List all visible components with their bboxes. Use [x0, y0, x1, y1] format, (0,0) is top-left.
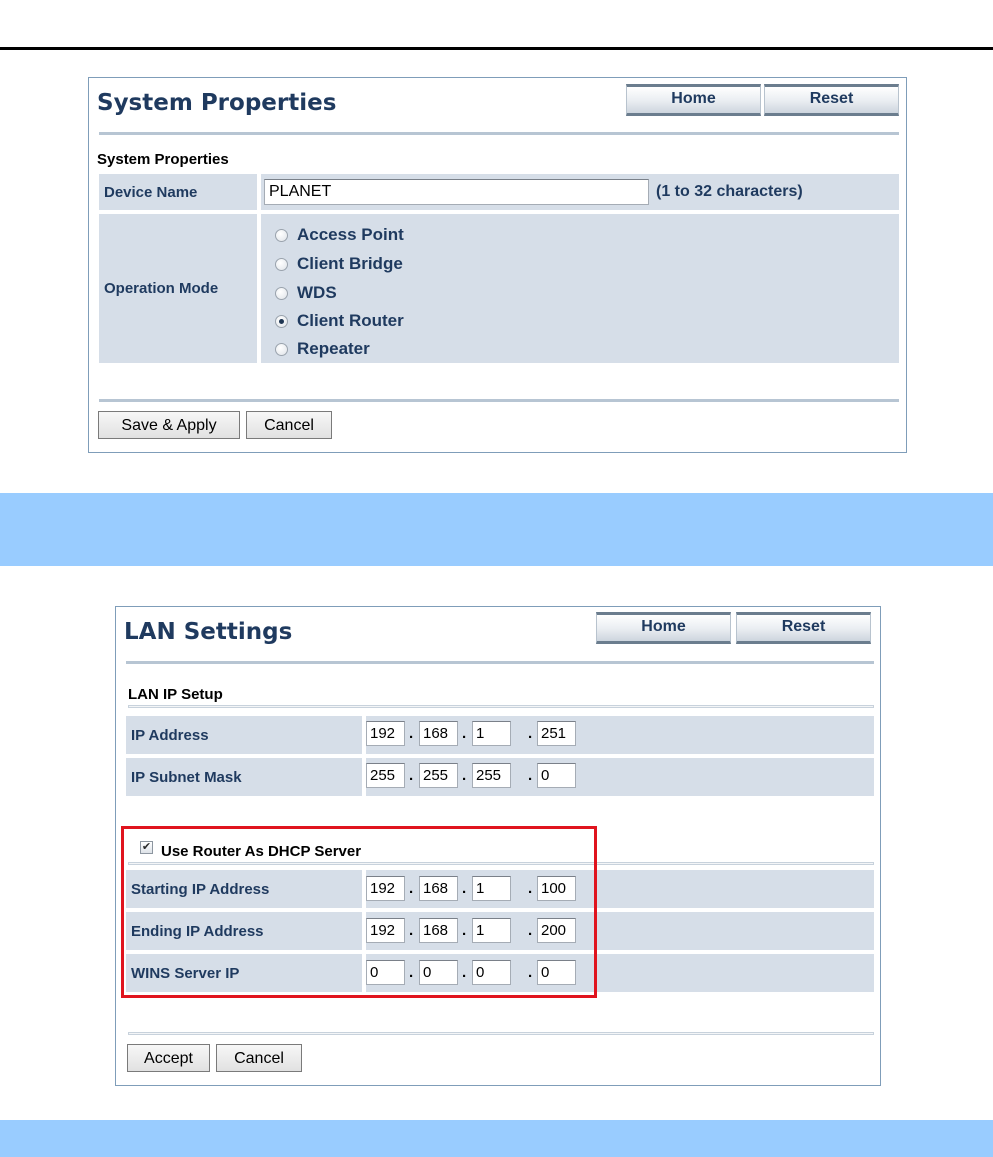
ip-separator: .	[462, 922, 467, 939]
wins-server-octet-4[interactable]	[537, 960, 576, 985]
wins-server-octet-1[interactable]	[366, 960, 405, 985]
ending-ip-octet-4[interactable]	[537, 918, 576, 943]
ending-ip-octet-3[interactable]	[472, 918, 511, 943]
ip-address-octet-2[interactable]	[419, 721, 458, 746]
ip-separator: .	[462, 964, 467, 981]
radio-client-router[interactable]	[275, 311, 404, 331]
starting-ip-octet-2[interactable]	[419, 876, 458, 901]
ending-ip-octet-2[interactable]	[419, 918, 458, 943]
title-divider	[126, 661, 874, 664]
section-heading: LAN IP Setup	[128, 686, 223, 703]
operation-mode-label: Operation Mode	[99, 214, 257, 363]
ip-separator: .	[409, 880, 414, 897]
subnet-mask-octet-1[interactable]	[366, 763, 405, 788]
wins-server-octet-3[interactable]	[472, 960, 511, 985]
device-name-input[interactable]	[264, 179, 649, 205]
ip-separator: .	[462, 880, 467, 897]
ip-separator: .	[528, 964, 533, 981]
dhcp-checkbox[interactable]: ✔	[141, 841, 152, 853]
wins-server-label: WINS Server IP	[126, 954, 362, 992]
radio-label: WDS	[297, 283, 337, 302]
home-button[interactable]: Home	[596, 612, 731, 644]
accept-button[interactable]: Accept	[127, 1044, 210, 1072]
cancel-button[interactable]: Cancel	[216, 1044, 302, 1072]
radio-repeater[interactable]	[275, 339, 370, 359]
starting-ip-octet-4[interactable]	[537, 876, 576, 901]
home-button[interactable]: Home	[626, 84, 761, 116]
radio-button-selected-icon	[275, 315, 288, 328]
subnet-mask-octet-4[interactable]	[537, 763, 576, 788]
radio-button-icon	[275, 343, 288, 356]
dhcp-section-rule	[128, 862, 874, 865]
radio-wds[interactable]	[275, 283, 337, 303]
section-heading: System Properties	[97, 151, 229, 168]
radio-access-point[interactable]	[275, 225, 404, 245]
ip-separator: .	[409, 964, 414, 981]
ip-separator: .	[528, 880, 533, 897]
device-name-label: Device Name	[99, 174, 257, 210]
section-band	[0, 493, 993, 566]
section-band	[0, 1120, 993, 1157]
page-header-rule	[0, 47, 993, 50]
ip-separator: .	[462, 767, 467, 784]
subnet-mask-octet-3[interactable]	[472, 763, 511, 788]
system-properties-panel	[88, 77, 907, 453]
reset-button[interactable]: Reset	[736, 612, 871, 644]
footer-rule	[128, 1032, 874, 1035]
radio-label: Access Point	[297, 225, 404, 244]
ip-separator: .	[409, 725, 414, 742]
section-rule	[128, 705, 874, 708]
subnet-mask-octet-2[interactable]	[419, 763, 458, 788]
form-divider	[99, 399, 899, 402]
ending-ip-octet-1[interactable]	[366, 918, 405, 943]
starting-ip-label: Starting IP Address	[126, 870, 362, 908]
ip-separator: .	[409, 922, 414, 939]
radio-button-icon	[275, 258, 288, 271]
radio-label: Client Bridge	[297, 254, 403, 273]
radio-button-icon	[275, 229, 288, 242]
dhcp-label: Use Router As DHCP Server	[161, 843, 362, 860]
device-name-hint: (1 to 32 characters)	[656, 183, 803, 200]
radio-client-bridge[interactable]	[275, 254, 403, 274]
ip-address-label: IP Address	[126, 716, 362, 754]
save-apply-button[interactable]: Save & Apply	[98, 411, 240, 439]
ip-separator: .	[528, 922, 533, 939]
cancel-button[interactable]: Cancel	[246, 411, 332, 439]
starting-ip-octet-3[interactable]	[472, 876, 511, 901]
ip-separator: .	[528, 767, 533, 784]
starting-ip-octet-1[interactable]	[366, 876, 405, 901]
ip-address-octet-1[interactable]	[366, 721, 405, 746]
ip-address-octet-4[interactable]	[537, 721, 576, 746]
radio-label: Client Router	[297, 311, 404, 330]
subnet-mask-label: IP Subnet Mask	[126, 758, 362, 796]
ip-separator: .	[462, 725, 467, 742]
ip-address-octet-3[interactable]	[472, 721, 511, 746]
reset-button[interactable]: Reset	[764, 84, 899, 116]
title-divider	[99, 132, 899, 135]
page-title: System Properties	[97, 90, 337, 116]
ip-separator: .	[528, 725, 533, 742]
radio-label: Repeater	[297, 339, 370, 358]
radio-button-icon	[275, 287, 288, 300]
ip-separator: .	[409, 767, 414, 784]
ending-ip-label: Ending IP Address	[126, 912, 362, 950]
lan-settings-panel	[115, 606, 881, 1086]
wins-server-octet-2[interactable]	[419, 960, 458, 985]
page-title: LAN Settings	[124, 619, 293, 645]
